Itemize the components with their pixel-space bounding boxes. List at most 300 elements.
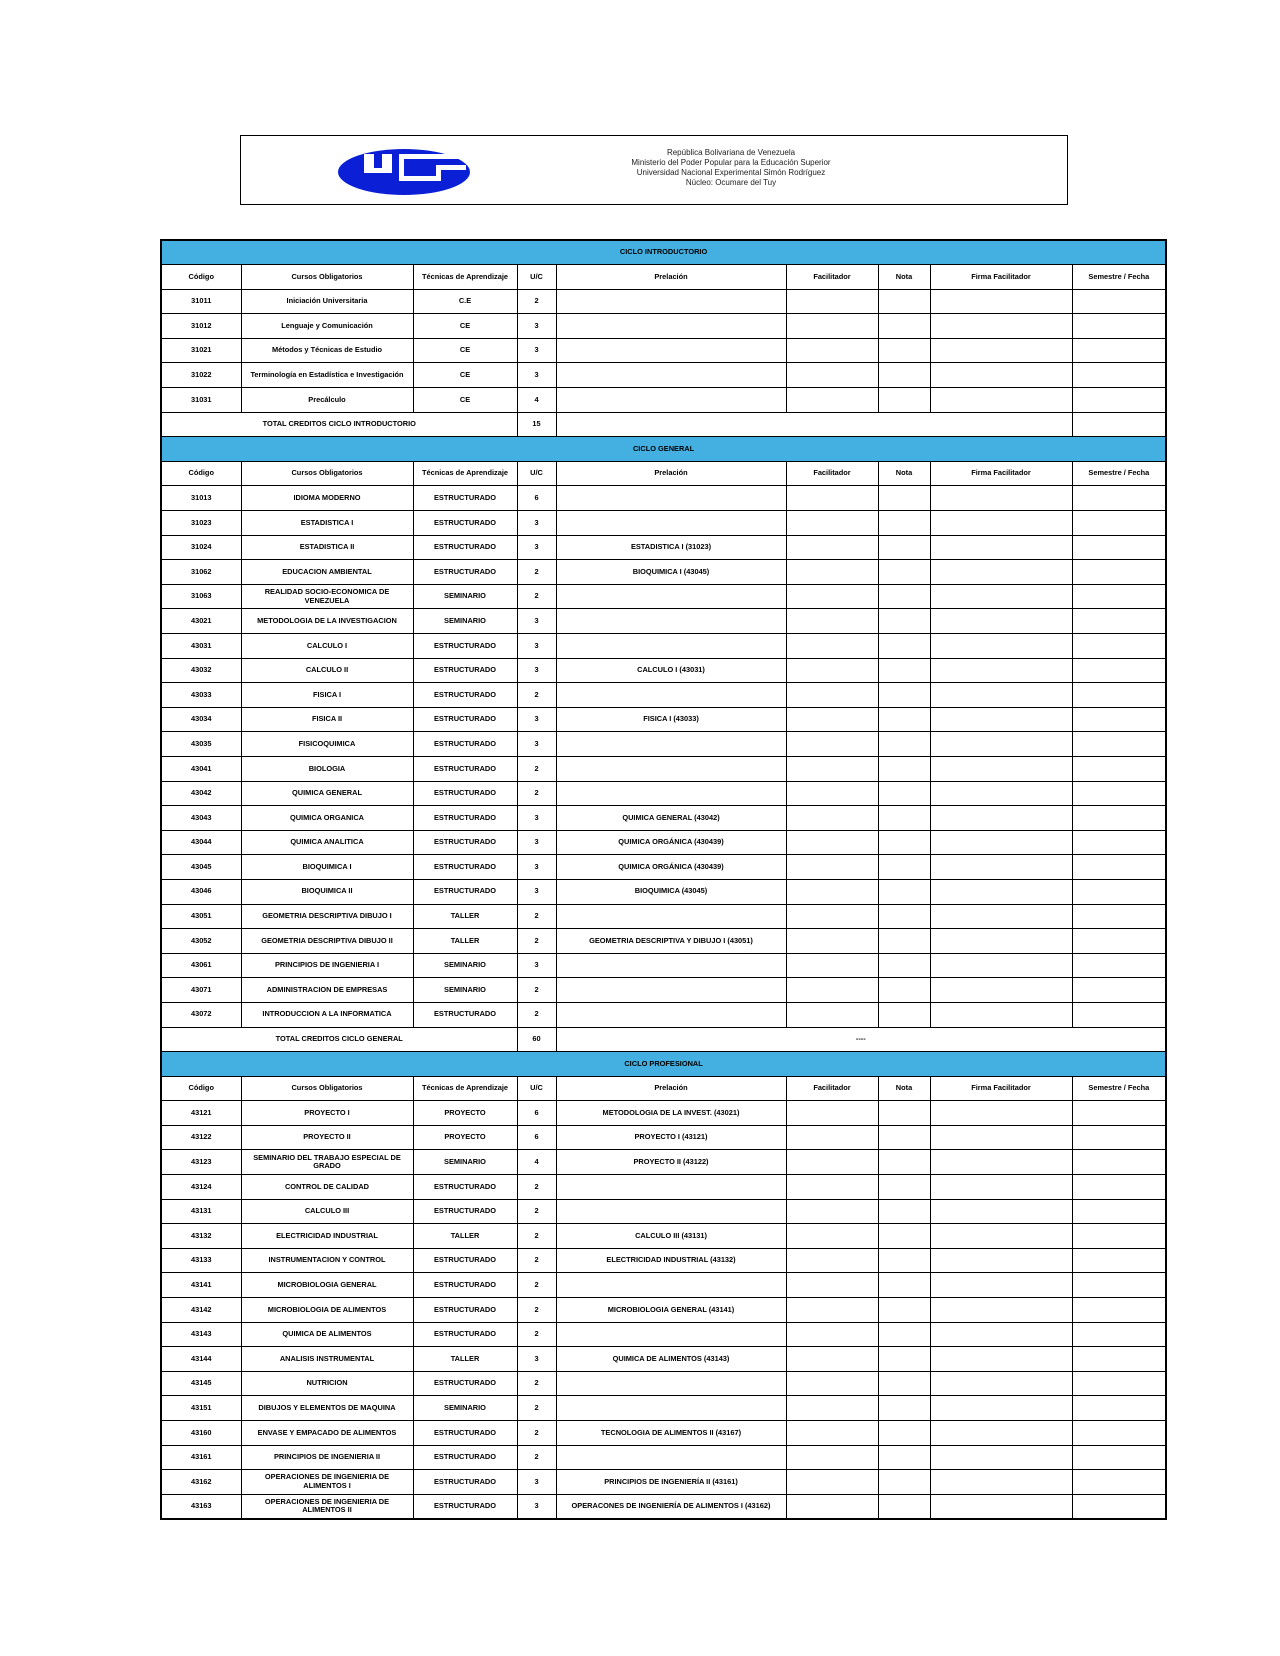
course-code: 43141 (161, 1273, 241, 1298)
learning-technique: ESTRUCTURADO (413, 879, 517, 904)
course-row (161, 732, 1166, 757)
prerequisite (556, 1175, 786, 1200)
learning-technique: CE (413, 338, 517, 363)
grade-cell (878, 756, 930, 781)
credits: 6 (517, 1125, 556, 1150)
semester-date-cell (1072, 904, 1166, 929)
course-name: INSTRUMENTACION Y CONTROL (241, 1248, 413, 1273)
course-name: NUTRICION (241, 1371, 413, 1396)
credits: 2 (517, 1273, 556, 1298)
facilitator-cell (786, 609, 878, 634)
course-code: 43072 (161, 1002, 241, 1027)
course-code: 43041 (161, 756, 241, 781)
course-row (161, 486, 1166, 511)
facilitator-signature-cell (930, 658, 1072, 683)
semester-date-cell (1072, 781, 1166, 806)
semester-date-cell (1072, 1248, 1166, 1273)
facilitator-cell (786, 486, 878, 511)
facilitator-cell (786, 338, 878, 363)
grade-cell (878, 634, 930, 659)
course-row (161, 929, 1166, 954)
course-row (161, 1150, 1166, 1175)
course-code: 43143 (161, 1322, 241, 1347)
course-name: Iniciación Universitaria (241, 289, 413, 314)
facilitator-signature-cell (930, 756, 1072, 781)
facilitator-signature-cell (930, 1224, 1072, 1249)
course-row (161, 560, 1166, 585)
course-name: REALIDAD SOCIO-ECONOMICA DE VENEZUELA (241, 584, 413, 609)
prerequisite: BIOQUIMICA I (43045) (556, 560, 786, 585)
course-code: 43045 (161, 855, 241, 880)
course-name: SEMINARIO DEL TRABAJO ESPECIAL DE GRADO (241, 1150, 413, 1175)
semester-date-cell (1072, 1199, 1166, 1224)
course-code: 43162 (161, 1470, 241, 1495)
prerequisite: METODOLOGIA DE LA INVEST. (43021) (556, 1101, 786, 1126)
learning-technique: CE (413, 388, 517, 413)
course-row (161, 584, 1166, 609)
facilitator-cell (786, 732, 878, 757)
facilitator-cell (786, 1347, 878, 1372)
facilitator-cell (786, 363, 878, 388)
facilitator-cell (786, 1445, 878, 1470)
prerequisite (556, 634, 786, 659)
course-row (161, 535, 1166, 560)
credits: 2 (517, 1199, 556, 1224)
column-header-cursos-obligatorios: Cursos Obligatorios (241, 461, 413, 486)
credits: 2 (517, 978, 556, 1003)
learning-technique: ESTRUCTURADO (413, 1322, 517, 1347)
course-row (161, 830, 1166, 855)
grade-cell (878, 855, 930, 880)
grade-cell (878, 1421, 930, 1446)
column-header-cursos-obligatorios: Cursos Obligatorios (241, 265, 413, 290)
course-name: CONTROL DE CALIDAD (241, 1175, 413, 1200)
semester-date-cell (1072, 1445, 1166, 1470)
course-code: 43123 (161, 1150, 241, 1175)
credits: 2 (517, 289, 556, 314)
facilitator-signature-cell (930, 953, 1072, 978)
course-name: ENVASE Y EMPACADO DE ALIMENTOS (241, 1421, 413, 1446)
credits: 3 (517, 879, 556, 904)
course-row (161, 904, 1166, 929)
prerequisite: GEOMETRIA DESCRIPTIVA Y DIBUJO I (43051) (556, 929, 786, 954)
semester-date-cell (1072, 289, 1166, 314)
course-code: 43051 (161, 904, 241, 929)
learning-technique: ESTRUCTURADO (413, 1470, 517, 1495)
course-code: 43163 (161, 1494, 241, 1519)
grade-cell (878, 1470, 930, 1495)
column-header-prelacion: Prelación (556, 1076, 786, 1101)
grade-cell (878, 609, 930, 634)
semester-date-cell (1072, 1322, 1166, 1347)
facilitator-signature-cell (930, 732, 1072, 757)
grade-cell (878, 904, 930, 929)
total-note: ---- (556, 1027, 1166, 1052)
learning-technique: ESTRUCTURADO (413, 1199, 517, 1224)
semester-date-cell (1072, 634, 1166, 659)
learning-technique: TALLER (413, 929, 517, 954)
course-code: 43071 (161, 978, 241, 1003)
facilitator-signature-cell (930, 388, 1072, 413)
course-code: 43044 (161, 830, 241, 855)
institution-text (581, 148, 881, 188)
course-row (161, 879, 1166, 904)
column-header-semestre-fecha: Semestre / Fecha (1072, 461, 1166, 486)
course-name: FISICOQUIMICA (241, 732, 413, 757)
grade-cell (878, 388, 930, 413)
credits: 4 (517, 1150, 556, 1175)
prerequisite (556, 781, 786, 806)
facilitator-signature-cell (930, 584, 1072, 609)
facilitator-cell (786, 806, 878, 831)
facilitator-cell (786, 1371, 878, 1396)
semester-date-cell (1072, 732, 1166, 757)
course-code: 43161 (161, 1445, 241, 1470)
course-name: PRINCIPIOS DE INGENIERIA II (241, 1445, 413, 1470)
course-row (161, 1445, 1166, 1470)
credits: 3 (517, 363, 556, 388)
semester-date-cell (1072, 1371, 1166, 1396)
semester-date-cell (1072, 953, 1166, 978)
course-row (161, 1421, 1166, 1446)
grade-cell (878, 535, 930, 560)
prerequisite: OPERACONES DE INGENIERÍA DE ALIMENTOS I (43162) (556, 1494, 786, 1519)
learning-technique: ESTRUCTURADO (413, 1421, 517, 1446)
facilitator-signature-cell (930, 1175, 1072, 1200)
total-semester-cell (1072, 412, 1166, 437)
semester-date-cell (1072, 855, 1166, 880)
total-credits-label: TOTAL CREDITOS CICLO INTRODUCTORIO (161, 412, 517, 437)
credits: 2 (517, 1224, 556, 1249)
semester-date-cell (1072, 1298, 1166, 1323)
grade-cell (878, 1494, 930, 1519)
course-row (161, 609, 1166, 634)
prerequisite (556, 1199, 786, 1224)
grade-cell (878, 683, 930, 708)
column-header-codigo: Código (161, 1076, 241, 1101)
course-name: METODOLOGIA DE LA INVESTIGACION (241, 609, 413, 634)
facilitator-signature-cell (930, 486, 1072, 511)
credits: 3 (517, 1347, 556, 1372)
grade-cell (878, 1371, 930, 1396)
column-header-tecnicas-de-aprendizaje: Técnicas de Aprendizaje (413, 265, 517, 290)
facilitator-cell (786, 1175, 878, 1200)
section-title: CICLO INTRODUCTORIO (161, 240, 1166, 265)
credits: 3 (517, 314, 556, 339)
institution-header (240, 135, 1068, 205)
course-code: 31013 (161, 486, 241, 511)
facilitator-signature-cell (930, 1101, 1072, 1126)
facilitator-signature-cell (930, 1298, 1072, 1323)
prerequisite (556, 486, 786, 511)
facilitator-cell (786, 855, 878, 880)
facilitator-cell (786, 707, 878, 732)
prerequisite (556, 732, 786, 757)
course-name: MICROBIOLOGIA DE ALIMENTOS (241, 1298, 413, 1323)
course-code: 31022 (161, 363, 241, 388)
credits: 2 (517, 1396, 556, 1421)
learning-technique: ESTRUCTURADO (413, 486, 517, 511)
grade-cell (878, 314, 930, 339)
facilitator-cell (786, 1322, 878, 1347)
course-name: FISICA I (241, 683, 413, 708)
course-code: 43132 (161, 1224, 241, 1249)
prerequisite (556, 1273, 786, 1298)
facilitator-signature-cell (930, 1150, 1072, 1175)
grade-cell (878, 707, 930, 732)
learning-technique: C.E (413, 289, 517, 314)
course-name: BIOQUIMICA I (241, 855, 413, 880)
facilitator-cell (786, 560, 878, 585)
credits: 3 (517, 1494, 556, 1519)
grade-cell (878, 289, 930, 314)
column-header-row (161, 265, 1166, 290)
grade-cell (878, 806, 930, 831)
facilitator-cell (786, 756, 878, 781)
facilitator-cell (786, 1150, 878, 1175)
course-name: BIOLOGIA (241, 756, 413, 781)
semester-date-cell (1072, 1421, 1166, 1446)
prerequisite (556, 683, 786, 708)
column-header-codigo: Código (161, 461, 241, 486)
total-credits-value: 15 (517, 412, 556, 437)
section-title: CICLO PROFESIONAL (161, 1052, 1166, 1077)
course-row (161, 1175, 1166, 1200)
column-header-codigo: Código (161, 265, 241, 290)
learning-technique: ESTRUCTURADO (413, 1273, 517, 1298)
course-name: BIOQUIMICA II (241, 879, 413, 904)
semester-date-cell (1072, 879, 1166, 904)
learning-technique: ESTRUCTURADO (413, 1002, 517, 1027)
facilitator-signature-cell (930, 535, 1072, 560)
facilitator-signature-cell (930, 683, 1072, 708)
course-code: 31063 (161, 584, 241, 609)
facilitator-cell (786, 1125, 878, 1150)
facilitator-cell (786, 953, 878, 978)
prerequisite (556, 1002, 786, 1027)
grade-cell (878, 1150, 930, 1175)
curriculum-table (160, 239, 1167, 1520)
prerequisite: QUIMICA ORGÁNICA (430439) (556, 855, 786, 880)
learning-technique: SEMINARIO (413, 978, 517, 1003)
course-row (161, 338, 1166, 363)
course-row (161, 1002, 1166, 1027)
section-title: CICLO GENERAL (161, 437, 1166, 462)
grade-cell (878, 511, 930, 536)
course-row (161, 756, 1166, 781)
facilitator-signature-cell (930, 1470, 1072, 1495)
facilitator-cell (786, 1273, 878, 1298)
credits: 2 (517, 1421, 556, 1446)
semester-date-cell (1072, 1002, 1166, 1027)
credits: 2 (517, 904, 556, 929)
learning-technique: PROYECTO (413, 1125, 517, 1150)
course-row (161, 1494, 1166, 1519)
column-header-firma-facilitador: Firma Facilitador (930, 1076, 1072, 1101)
semester-date-cell (1072, 1125, 1166, 1150)
learning-technique: ESTRUCTURADO (413, 634, 517, 659)
course-name: CALCULO II (241, 658, 413, 683)
semester-date-cell (1072, 1273, 1166, 1298)
prerequisite: QUIMICA ORGÁNICA (430439) (556, 830, 786, 855)
learning-technique: ESTRUCTURADO (413, 707, 517, 732)
facilitator-cell (786, 683, 878, 708)
facilitator-signature-cell (930, 1494, 1072, 1519)
learning-technique: SEMINARIO (413, 1150, 517, 1175)
learning-technique: ESTRUCTURADO (413, 1445, 517, 1470)
column-header-cursos-obligatorios: Cursos Obligatorios (241, 1076, 413, 1101)
grade-cell (878, 830, 930, 855)
section-title-row (161, 437, 1166, 462)
course-code: 43021 (161, 609, 241, 634)
credits: 2 (517, 756, 556, 781)
course-row (161, 1396, 1166, 1421)
section-total-row (161, 1027, 1166, 1052)
course-name: CALCULO I (241, 634, 413, 659)
column-header-facilitador: Facilitador (786, 265, 878, 290)
total-credits-value: 60 (517, 1027, 556, 1052)
course-row (161, 363, 1166, 388)
semester-date-cell (1072, 1101, 1166, 1126)
course-code: 43151 (161, 1396, 241, 1421)
column-header-nota: Nota (878, 1076, 930, 1101)
course-code: 43046 (161, 879, 241, 904)
course-code: 31062 (161, 560, 241, 585)
course-code: 43032 (161, 658, 241, 683)
prerequisite: CALCULO III (43131) (556, 1224, 786, 1249)
course-name: ANALISIS INSTRUMENTAL (241, 1347, 413, 1372)
credits: 3 (517, 634, 556, 659)
course-row (161, 781, 1166, 806)
course-code: 43052 (161, 929, 241, 954)
facilitator-signature-cell (930, 929, 1072, 954)
institution-line-nucleus: Núcleo: Ocumare del Tuy (685, 178, 777, 187)
semester-date-cell (1072, 806, 1166, 831)
course-row (161, 1224, 1166, 1249)
course-name: INTRODUCCION A LA INFORMATICA (241, 1002, 413, 1027)
credits: 2 (517, 781, 556, 806)
credits: 4 (517, 388, 556, 413)
semester-date-cell (1072, 560, 1166, 585)
facilitator-signature-cell (930, 634, 1072, 659)
prerequisite (556, 978, 786, 1003)
course-row (161, 1199, 1166, 1224)
facilitator-signature-cell (930, 1248, 1072, 1273)
semester-date-cell (1072, 388, 1166, 413)
facilitator-signature-cell (930, 1421, 1072, 1446)
facilitator-signature-cell (930, 560, 1072, 585)
semester-date-cell (1072, 1470, 1166, 1495)
grade-cell (878, 781, 930, 806)
credits: 2 (517, 1371, 556, 1396)
course-name: ELECTRICIDAD INDUSTRIAL (241, 1224, 413, 1249)
grade-cell (878, 953, 930, 978)
prerequisite (556, 756, 786, 781)
course-code: 43061 (161, 953, 241, 978)
facilitator-signature-cell (930, 314, 1072, 339)
semester-date-cell (1072, 1396, 1166, 1421)
credits: 3 (517, 511, 556, 536)
credits: 3 (517, 953, 556, 978)
prerequisite (556, 1396, 786, 1421)
prerequisite: PROYECTO I (43121) (556, 1125, 786, 1150)
credits: 3 (517, 707, 556, 732)
facilitator-cell (786, 511, 878, 536)
learning-technique: ESTRUCTURADO (413, 535, 517, 560)
learning-technique: TALLER (413, 904, 517, 929)
course-code: 43042 (161, 781, 241, 806)
facilitator-cell (786, 634, 878, 659)
column-header-firma-facilitador: Firma Facilitador (930, 461, 1072, 486)
grade-cell (878, 584, 930, 609)
learning-technique: CE (413, 314, 517, 339)
prerequisite (556, 388, 786, 413)
semester-date-cell (1072, 683, 1166, 708)
course-row (161, 1371, 1166, 1396)
semester-date-cell (1072, 929, 1166, 954)
institution-line-republic: República Bolivariana de Venezuela (666, 148, 796, 157)
course-name: ESTADISTICA II (241, 535, 413, 560)
prerequisite (556, 1371, 786, 1396)
credits: 3 (517, 830, 556, 855)
grade-cell (878, 1002, 930, 1027)
learning-technique: ESTRUCTURADO (413, 560, 517, 585)
course-code: 43031 (161, 634, 241, 659)
learning-technique: ESTRUCTURADO (413, 1175, 517, 1200)
course-code: 31023 (161, 511, 241, 536)
facilitator-cell (786, 658, 878, 683)
course-row (161, 1248, 1166, 1273)
grade-cell (878, 338, 930, 363)
prerequisite: CALCULO I (43031) (556, 658, 786, 683)
prerequisite (556, 314, 786, 339)
course-code: 31024 (161, 535, 241, 560)
course-row (161, 1298, 1166, 1323)
prerequisite (556, 953, 786, 978)
course-code: 43144 (161, 1347, 241, 1372)
facilitator-signature-cell (930, 363, 1072, 388)
course-name: QUIMICA DE ALIMENTOS (241, 1322, 413, 1347)
course-code: 43142 (161, 1298, 241, 1323)
facilitator-cell (786, 1396, 878, 1421)
semester-date-cell (1072, 338, 1166, 363)
credits: 2 (517, 1248, 556, 1273)
learning-technique: ESTRUCTURADO (413, 732, 517, 757)
semester-date-cell (1072, 486, 1166, 511)
grade-cell (878, 560, 930, 585)
prerequisite: QUIMICA GENERAL (43042) (556, 806, 786, 831)
prerequisite: PROYECTO II (43122) (556, 1150, 786, 1175)
course-row (161, 314, 1166, 339)
course-name: DIBUJOS Y ELEMENTOS DE MAQUINA (241, 1396, 413, 1421)
semester-date-cell (1072, 707, 1166, 732)
facilitator-cell (786, 1470, 878, 1495)
prerequisite (556, 609, 786, 634)
grade-cell (878, 978, 930, 1003)
course-code: 43033 (161, 683, 241, 708)
grade-cell (878, 929, 930, 954)
facilitator-cell (786, 1298, 878, 1323)
institution-line-university: Universidad Nacional Experimental Simón Rodríguez (636, 168, 826, 177)
grade-cell (878, 1248, 930, 1273)
section-title-row (161, 240, 1166, 265)
semester-date-cell (1072, 1175, 1166, 1200)
course-code: 43122 (161, 1125, 241, 1150)
section-total-row (161, 412, 1166, 437)
column-header-nota: Nota (878, 461, 930, 486)
semester-date-cell (1072, 1347, 1166, 1372)
institution-line-ministry: Ministerio del Poder Popular para la Educación Superior (631, 158, 831, 167)
